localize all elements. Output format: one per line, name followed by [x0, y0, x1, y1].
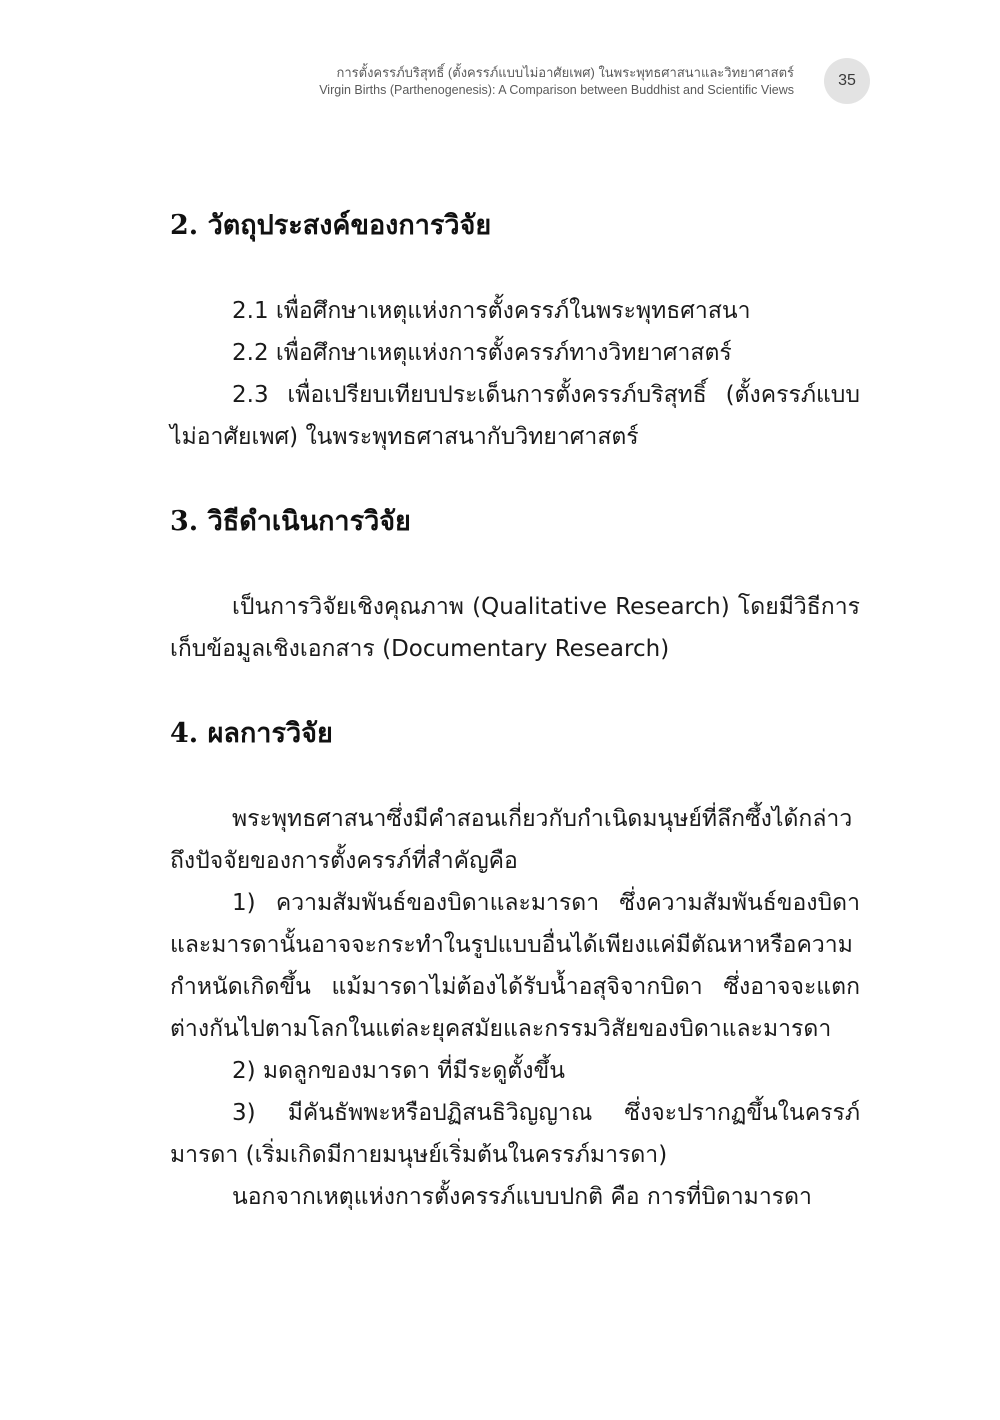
section-heading-results: 4. ผลการวิจัย: [170, 718, 333, 749]
objective-item: 2.2 เพื่อศึกษาเหตุแห่งการตั้งครรภ์ทางวิทยาศาสตร์: [232, 340, 732, 366]
running-header: [154, 64, 794, 99]
page-body: [170, 206, 860, 1218]
section-heading-method: 3. วิธีดำเนินการวิจัย: [170, 506, 411, 537]
objective-item: 2.1 เพื่อศึกษาเหตุแห่งการตั้งครรภ์ในพระพุทธศาสนา: [232, 298, 751, 324]
section-heading-objectives: 2. วัตถุประสงค์ของการวิจัย: [170, 210, 492, 241]
section-results: [170, 714, 860, 1218]
page-number: 35: [824, 58, 870, 104]
method-paragraph: เป็นการวิจัยเชิงคุณภาพ (Qualitative Research) โดยมีวิธีการเก็บข้อมูลเชิงเอกสาร (Documentary Research): [170, 594, 860, 662]
results-paragraph: นอกจากเหตุแห่งการตั้งครรภ์แบบปกติ คือ การที่บิดามารดา: [232, 1184, 812, 1210]
section-objectives: [170, 206, 860, 458]
results-paragraph: 2) มดลูกของมารดา ที่มีระดูตั้งขึ้น: [232, 1058, 565, 1084]
section-method: [170, 502, 860, 670]
results-paragraph: 1) ความสัมพันธ์ของบิดาและมารดา ซึ่งความสัมพันธ์ของบิดาและมารดานั้นอาจจะกระทำในรูปแบบอื่นได้เพียงแค่มีตัณหาหรือความกำหนัดเกิดขึ้น แม้มารดาไม่ต้องได้รับน้ำอสุจิจากบิดา ซึ่งอาจจะแตกต่างกันไปตามโลกในแต่ละยุคสมัยและกรรมวิสัยของบิดาและมารดา: [170, 890, 860, 1042]
running-title-english: Virgin Births (Parthenogenesis): A Comparison between Buddhist and Scientific Views: [319, 83, 794, 97]
objective-item: 2.3 เพื่อเปรียบเทียบประเด็นการตั้งครรภ์บริสุทธิ์ (ตั้งครรภ์แบบไม่อาศัยเพศ) ในพระพุทธศาสนากับวิทยาศาสตร์: [170, 382, 860, 450]
results-paragraph: 3) มีคันธัพพะหรือปฏิสนธิวิญญาณ ซึ่งจะปรากฏขึ้นในครรภ์มารดา (เริ่มเกิดมีกายมนุษย์เริ่มต้นในครรภ์มารดา): [170, 1100, 860, 1168]
results-paragraph: พระพุทธศาสนาซึ่งมีคำสอนเกี่ยวกับกำเนิดมนุษย์ที่ลึกซึ้งได้กล่าวถึงปัจจัยของการตั้งครรภ์ที่สำคัญคือ: [170, 806, 853, 874]
running-title-thai: การตั้งครรภ์บริสุทธิ์ (ตั้งครรภ์แบบไม่อาศัยเพศ) ในพระพุทธศาสนาและวิทยาศาสตร์: [336, 65, 794, 80]
